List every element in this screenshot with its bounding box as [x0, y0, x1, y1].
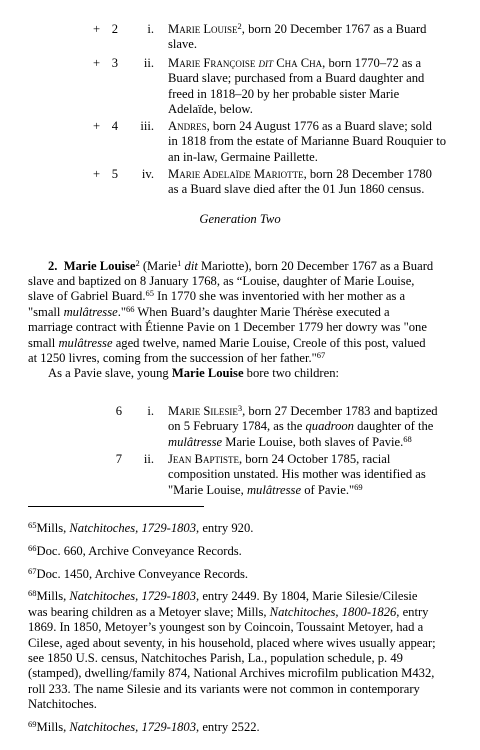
- child-line: born 24 August 1776 as a Buard slave; sold: [212, 119, 432, 133]
- text-run: Mariotte), born 20 December 1767 as a Buard: [197, 259, 434, 273]
- child-line: freed in 1818–20 by her probable sister Marie: [168, 86, 400, 101]
- text-run: Doc. 1450, Archive Conveyance Records.: [36, 566, 249, 581]
- generation-heading: Generation Two: [199, 212, 281, 226]
- footnote-number: 65: [28, 520, 37, 530]
- text-line: see 1850 U.S. census, Natchitoches Parish, La., population schedule, p. 49: [28, 651, 403, 666]
- text-line: (stamped), dwelling/family 874, National Archives microfilm publication M432,: [28, 666, 435, 681]
- child-roman: iii.: [140, 119, 154, 133]
- child-marker: +: [93, 56, 101, 70]
- footnote-65: [28, 521, 468, 536]
- footnote-ref: 69: [354, 481, 363, 492]
- footnote-67: [28, 567, 468, 582]
- superscript: 2: [135, 258, 140, 268]
- text-line: Natchitoches.: [28, 697, 97, 712]
- text-run: Doc. 660, Archive Conveyance Records.: [36, 543, 242, 558]
- child-number: 6: [115, 404, 122, 418]
- text-run: bore two children:: [243, 366, 340, 381]
- text-run: (Marie: [139, 259, 178, 273]
- text-run: small: [28, 335, 59, 350]
- child-roman: i.: [147, 404, 154, 418]
- text-run: "Marie Louise,: [168, 482, 247, 497]
- body-paragraph: [48, 259, 468, 274]
- entry-name: Marie Louise: [171, 366, 244, 381]
- child-entry-3: [0, 56, 480, 119]
- child-line: slave.: [168, 37, 198, 52]
- child-entry-4: [0, 119, 480, 167]
- child-number: 7: [115, 452, 122, 466]
- text-line: Cilese, aged about seventy, in his household, placed where wives usually appear;: [28, 635, 436, 650]
- text-line: marriage contract with Étienne Pavie on 1 December 1779 her dowry was "one: [28, 320, 427, 335]
- text-run: Mills,: [36, 720, 70, 735]
- child-line: born 1770–72 as a: [328, 56, 422, 70]
- footnote-number: 67: [28, 565, 37, 576]
- text-run: Natchitoches, 1800-1826: [269, 604, 397, 619]
- child-line: born 28 December 1780: [309, 167, 432, 181]
- paragraph-marie-louise: [48, 259, 468, 274]
- child-superscript: 3: [237, 403, 243, 413]
- text-run: mulâtresse: [168, 434, 223, 449]
- child-roman: ii.: [143, 56, 154, 70]
- footnote-68: [28, 589, 468, 712]
- footnote-number: 66: [28, 542, 37, 553]
- text-run: In 1770 she was inventoried with her mother as a: [154, 289, 406, 304]
- child-name: Andres: [168, 119, 207, 133]
- child-line: Adelaïde, below.: [168, 102, 253, 117]
- entry-number: 2.: [48, 259, 58, 273]
- text-run: Natchitoches, 1729-1803: [69, 589, 197, 604]
- text-run: When Buard’s daughter Marie Thérèse executed a: [134, 304, 390, 319]
- child-number: 5: [111, 167, 118, 181]
- footnote-number: 68: [28, 588, 37, 599]
- child-line: born 27 December 1783 and baptized: [248, 404, 438, 418]
- text-run: Mills,: [36, 521, 70, 535]
- text-line: slave of Gabriel Buard.: [28, 289, 146, 304]
- footnote-ref: 66: [125, 303, 135, 314]
- text-line: roll 233. The name Silesie and its variants were not common in contemporary: [28, 681, 420, 696]
- child-roman: ii.: [143, 452, 154, 466]
- child-line: in 1818 from the estate of Marianne Buard Rouquier to: [168, 134, 447, 149]
- text-run: , entry 2449. By 1804, Marie Silesie/Cilesie: [196, 589, 418, 604]
- text-line: 1869. In 1850, Metoyer’s youngest son by Coincoin, Toussaint Metoyer, had a: [28, 620, 424, 635]
- superscript: 1: [177, 258, 182, 268]
- paragraph-pavie: [28, 366, 339, 380]
- body-paragraph-cont: [28, 274, 468, 382]
- text-run: As a Pavie slave, young: [48, 366, 172, 381]
- text-line: slave and baptized on 8 January 1768, as “Louise, daughter of Marie Louise,: [28, 274, 415, 288]
- child-name: Marie Silesie: [168, 404, 238, 418]
- child-text: Marie Silesie$^3$, born 27 December 1783 and baptized on 5 February 1784, as the quadroon daughter of the mulâtresse Marie Louise, both slaves of Pavie.$^{68}$: [168, 403, 438, 449]
- children-list-gen1: [0, 22, 480, 199]
- footnote-ref: 68: [403, 433, 412, 444]
- child-roman: iv.: [141, 167, 154, 181]
- text-run: , entry 2522.: [196, 720, 260, 735]
- text-run: of Pavie.": [301, 482, 355, 497]
- text-run: on 5 February 1784, as the: [168, 419, 306, 434]
- text-run: .": [117, 304, 126, 319]
- child-entry-2: [0, 22, 480, 56]
- child-entry-5: [0, 167, 480, 199]
- children-list-gen2: [0, 404, 480, 500]
- text-run: daughter of the: [353, 419, 434, 434]
- child-text: Marie Françoise dit Cha Cha, born 1770–72 as a Buard slave; purchased from a Buard daughter and freed in 1818–20 by her probable sister Marie Adelaïde, below.: [168, 56, 425, 117]
- text-run: aged twelve, named Marie Louise, Creole of this post, valued: [112, 335, 426, 350]
- child-number: 3: [111, 56, 118, 70]
- child-line: as a Buard slave died after the 01 Jun 1860 census.: [168, 182, 425, 197]
- child-text: Marie Adelaïde Mariotte, born 28 December 1780 as a Buard slave died after the 01 Jun 1860 census.: [168, 167, 432, 197]
- text-run: , entry: [396, 604, 429, 619]
- footnote-rule: [28, 506, 204, 507]
- text-run: Mills,: [36, 589, 70, 604]
- child-marker: +: [93, 167, 101, 181]
- text-run: Natchitoches, 1729-1803: [69, 521, 197, 535]
- child-entry-7: [0, 452, 480, 500]
- footnote-ref: 65: [145, 288, 155, 299]
- footnote-66: [28, 544, 468, 559]
- footnote-number: 69: [28, 719, 37, 730]
- child-text: Jean Baptiste, born 24 October 1785, racial composition unstated. His mother was identified as "Marie Louise, mulâtresse of Pavie."$^{69}$: [168, 452, 426, 497]
- text-run: "small: [28, 304, 64, 319]
- child-entry-6: [0, 404, 480, 452]
- child-roman: i.: [147, 22, 154, 36]
- footnote-69: [28, 720, 468, 735]
- child-line: composition unstated. His mother was identified as: [168, 467, 426, 482]
- text-run: mulâtresse: [63, 304, 118, 319]
- text-run: , entry 920.: [196, 521, 254, 535]
- child-text: Andres, born 24 August 1776 as a Buard slave; sold in 1818 from the estate of Marianne Buard Rouquier to an in-law, Germaine Paillette.: [168, 119, 447, 164]
- text-run: was bearing children as a Metoyer slave; Mills,: [28, 604, 270, 619]
- child-line: an in-law, Germaine Paillette.: [168, 149, 318, 164]
- paragraph-lines: [28, 274, 468, 382]
- text-run: quadroon: [305, 419, 354, 434]
- child-name: Jean Baptiste: [168, 452, 239, 466]
- child-dit: dit: [258, 56, 274, 70]
- text-run: dit: [184, 259, 198, 273]
- child-line: Buard slave; purchased from a Buard daughter and: [168, 71, 425, 86]
- text-run: mulâtresse: [58, 335, 113, 350]
- entry-name: Marie Louise: [63, 259, 136, 273]
- child-text: Marie Louise$^2$, born 20 December 1767 as a Buard slave.: [168, 21, 427, 52]
- child-marker: +: [93, 22, 101, 36]
- child-name: Marie Louise: [168, 22, 238, 36]
- text-run: Natchitoches, 1729-1803: [69, 720, 197, 735]
- text-line: at 1250 livres, coming from the succession of her father.": [28, 351, 317, 366]
- footnote-ref: 67: [316, 350, 326, 361]
- child-line: born 20 December 1767 as a Buard: [248, 22, 427, 36]
- child-superscript: 2: [237, 21, 242, 31]
- child-name: Marie Adelaïde Mariotte: [168, 167, 304, 181]
- child-name: Marie Françoise: [168, 56, 256, 70]
- text-run: mulâtresse: [246, 482, 302, 497]
- text-run: Marie Louise, both slaves of Pavie.: [222, 434, 404, 449]
- child-number: 2: [111, 22, 118, 36]
- child-number: 4: [111, 119, 118, 133]
- child-line: born 24 October 1785, racial: [245, 452, 391, 466]
- child-marker: +: [93, 119, 101, 133]
- child-name-alias: Cha Cha: [276, 56, 323, 70]
- footnotes: [28, 521, 468, 743]
